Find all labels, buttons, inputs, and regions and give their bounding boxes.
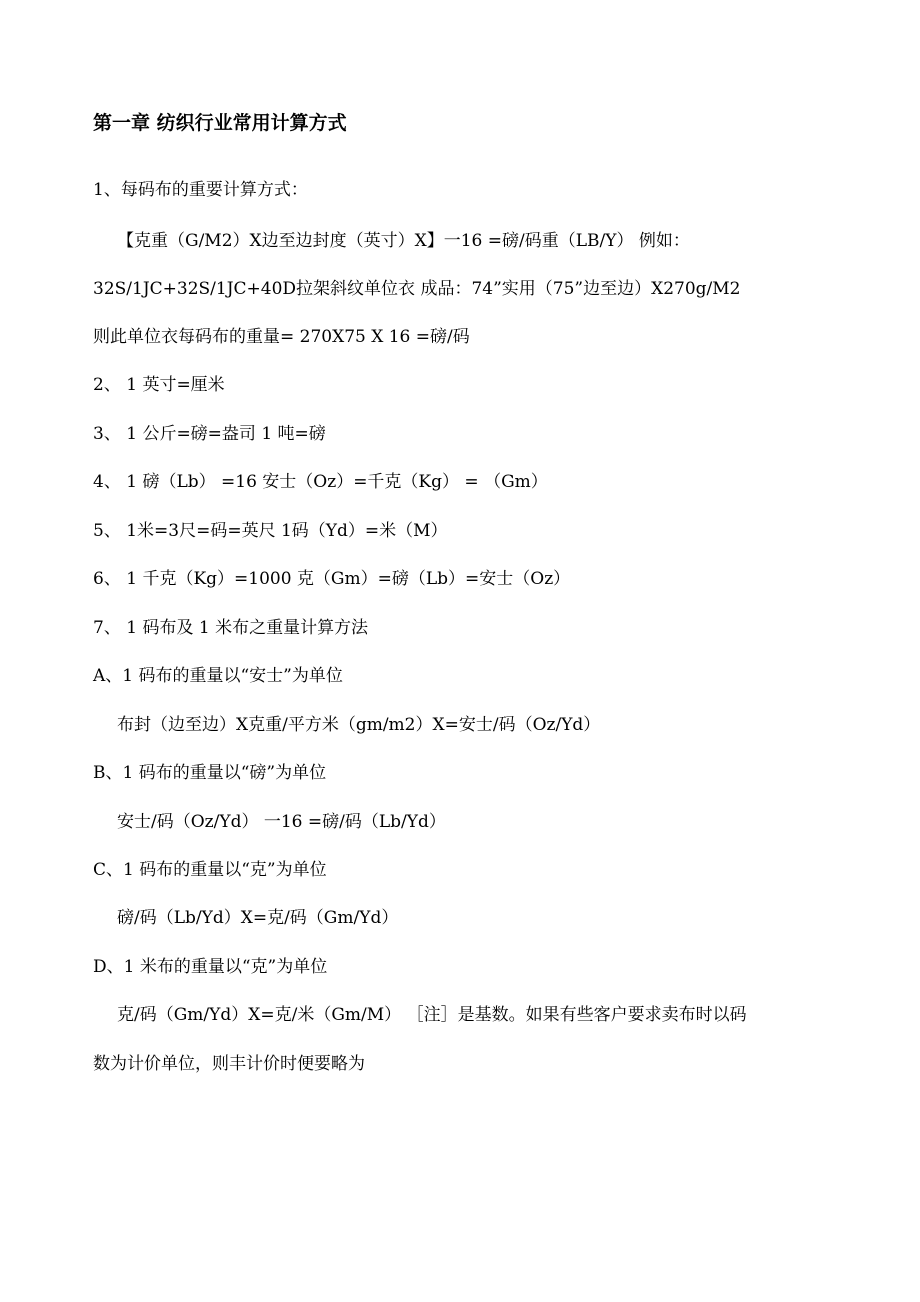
conversion-item-3: 3、 1 公斤=磅=盎司 1 吨=磅 [93, 424, 326, 444]
subsection-b-heading: B、1 码布的重量以“磅”为单位 [93, 763, 327, 783]
conversion-item-4: 4、 1 磅（Lb） =16 安士（Oz）=千克（Kg） = （Gm） [93, 472, 548, 492]
result-line: 则此单位衣每码布的重量= 270X75 X 16 =磅/码 [93, 327, 470, 347]
subsection-a-formula: 布封（边至边）X克重/平方米（gm/m2）X=安士/码（Oz/Yd） [117, 715, 601, 735]
subsection-d-heading: D、1 米布的重量以“克”为单位 [93, 957, 328, 977]
formula-line: 【克重（G/M2）X边至边封度（英寸）X】一16 =磅/码重（LB/Y） 例如： [117, 231, 690, 251]
subsection-c-formula: 磅/码（Lb/Yd）X=克/码（Gm/Yd） [117, 908, 399, 928]
subsection-a-heading: A、1 码布的重量以“安士”为单位 [93, 666, 343, 686]
subsection-c-heading: C、1 码布的重量以“克”为单位 [93, 860, 327, 880]
subsection-d-formula: 克/码（Gm/Yd）X=克/米（Gm/M） ［注］是基数。如果有些客户要求卖布时以码 [117, 1005, 747, 1025]
conversion-item-5: 5、 1米=3尺=码=英尺 1码（Yd）=米（M） [93, 521, 448, 541]
conversion-item-6: 6、 1 千克（Kg）=1000 克（Gm）=磅（Lb）=安士（Oz） [93, 569, 571, 589]
conversion-item-2: 2、 1 英寸=厘米 [93, 375, 225, 395]
section-heading-7: 7、 1 码布及 1 米布之重量计算方法 [93, 618, 369, 638]
example-line: 32S/1JC+32S/1JC+40D拉架斜纹单位衣 成品：74”实用（75”边至边）X270g/M2 [93, 279, 741, 299]
paragraph-continuation: 数为计价单位，则丰计价时便要略为 [93, 1054, 365, 1074]
section-heading-1: 1、每码布的重要计算方式： [93, 180, 308, 200]
subsection-b-formula: 安士/码（Oz/Yd） 一16 =磅/码（Lb/Yd） [117, 812, 446, 832]
chapter-title: 第一章 纺织行业常用计算方式 [93, 112, 347, 134]
